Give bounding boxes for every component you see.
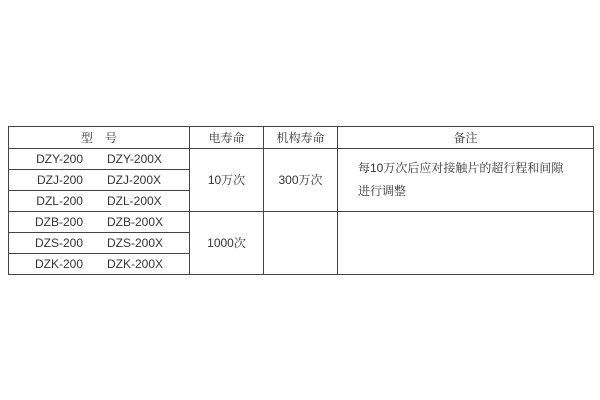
header-electrical-life: 电寿命 [190, 127, 264, 149]
model-pair [9, 233, 189, 253]
model-pair [9, 149, 189, 169]
relay-life-spec-table [8, 126, 594, 275]
table-row [9, 149, 594, 170]
model-name: DZS-200 [34, 236, 83, 250]
electrical-life-cell: 1000次 [190, 212, 264, 275]
table-row [9, 212, 594, 233]
mechanism-life-cell: 300万次 [264, 149, 338, 212]
model-cell [9, 233, 190, 254]
model-cell [9, 212, 190, 233]
model-name: DZB-200 [34, 215, 83, 229]
remarks-line: 每10万次后应对接触片的超行程和间隙 [358, 161, 564, 175]
header-row [9, 127, 594, 149]
remarks-cell [338, 212, 594, 275]
mechanism-life-cell [264, 212, 338, 275]
header-remarks: 备注 [338, 127, 594, 149]
model-name: DZL-200 [36, 194, 83, 208]
header-model: 型 号 [9, 127, 190, 149]
model-cell [9, 191, 190, 212]
model-name: DZJ-200X [106, 173, 162, 187]
model-name: DZB-200X [107, 215, 164, 229]
model-cell [9, 170, 190, 191]
remarks-cell [338, 149, 594, 212]
model-name: DZK-200 [34, 257, 83, 271]
model-name: DZS-200X [107, 236, 164, 250]
model-name: DZY-200X [107, 152, 162, 166]
model-pair [9, 254, 189, 274]
remarks-line [358, 243, 593, 266]
model-name: DZJ-200 [36, 173, 83, 187]
model-name: DZK-200X [107, 257, 164, 271]
electrical-life-cell: 10万次 [190, 149, 264, 212]
model-name: DZL-200X [106, 194, 162, 208]
model-name: DZY-200 [36, 152, 83, 166]
model-pair [9, 212, 189, 232]
model-pair [9, 191, 189, 211]
remarks-line [358, 220, 593, 243]
header-mechanism-life: 机构寿命 [264, 127, 338, 149]
model-pair [9, 170, 189, 190]
remarks-line: 进行调整 [358, 184, 407, 198]
model-cell [9, 254, 190, 275]
model-cell [9, 149, 190, 170]
